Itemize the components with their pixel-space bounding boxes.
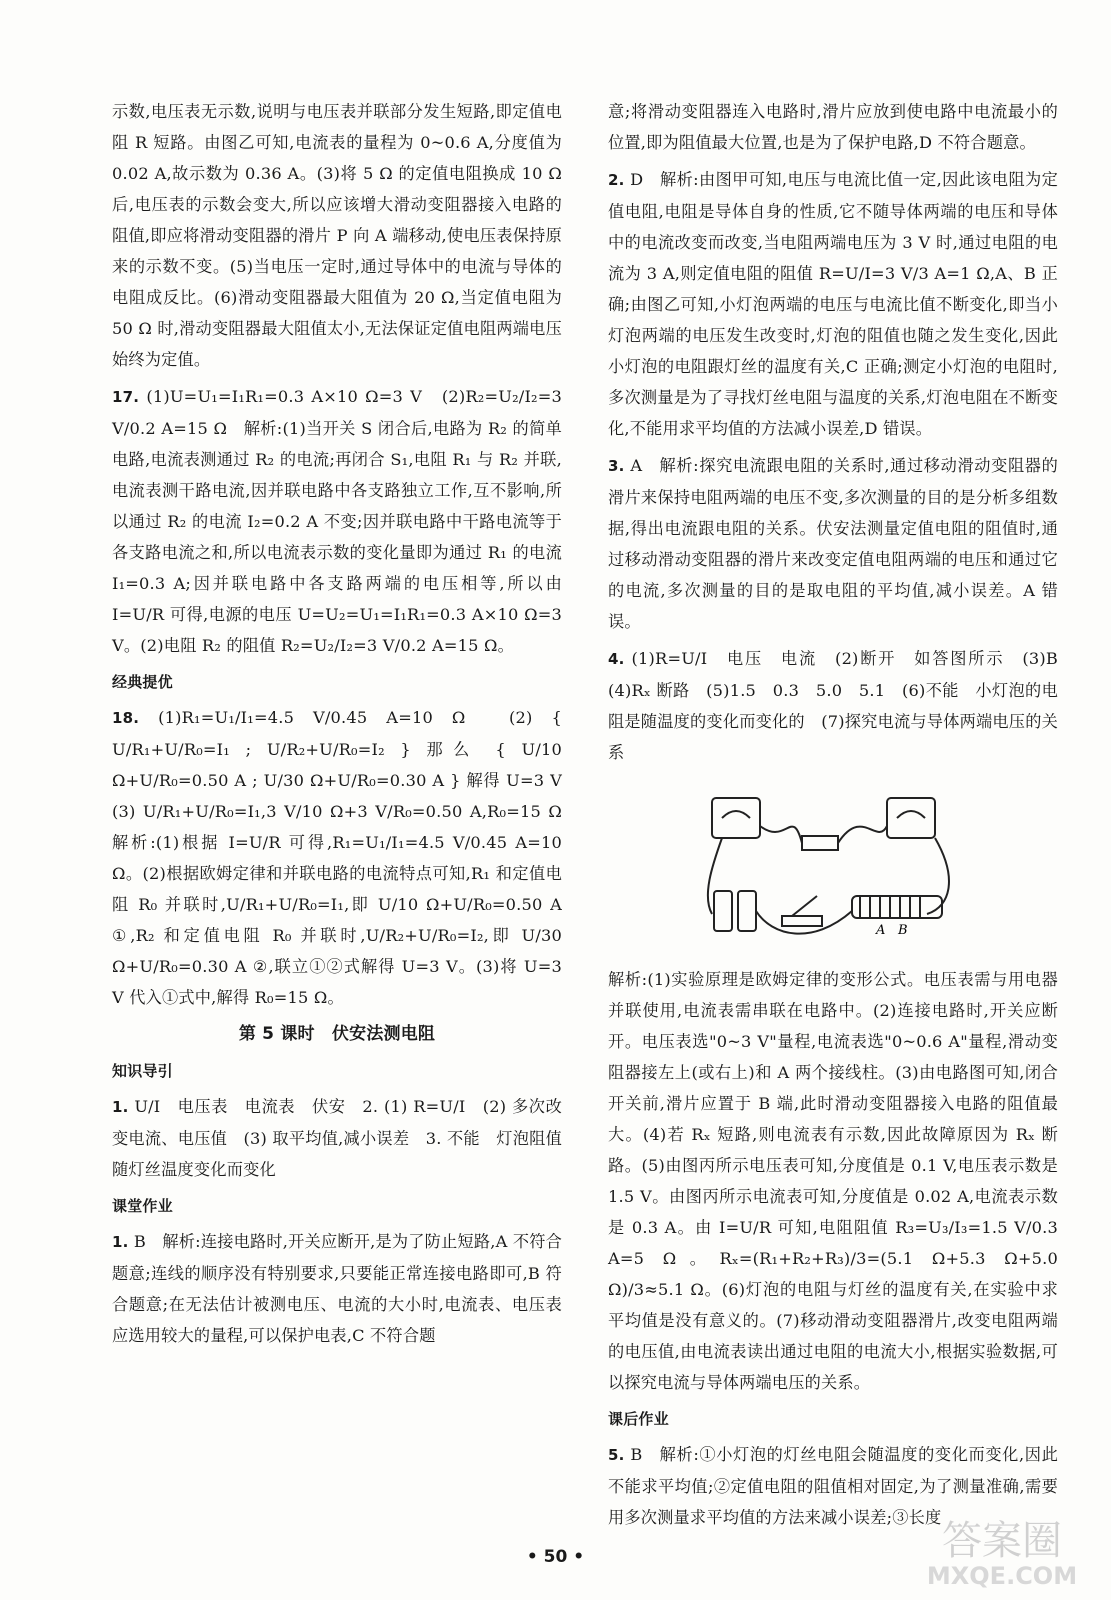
paragraph [112, 381, 562, 661]
section-title [112, 1019, 562, 1050]
battery-2 [738, 891, 756, 931]
paragraph [112, 1091, 562, 1185]
question-number: 2. [608, 171, 625, 189]
text: 经典提优 [112, 673, 173, 691]
paragraph [608, 96, 1058, 158]
paragraph [608, 164, 1058, 444]
label-a: A [876, 923, 886, 938]
voltmeter [712, 798, 760, 838]
rheostat [852, 896, 942, 918]
text: 意;将滑动变阻器连入电路时,滑片应放到使电路中电流最小的位置,即为阻值最大位置,也是为了保护电路,D 不符合题意。 [608, 102, 1058, 152]
question-number: 4. [608, 650, 625, 668]
question-number: 5. [608, 1446, 625, 1464]
text: 课后作业 [608, 1410, 669, 1428]
section-heading [112, 667, 562, 698]
section-heading [112, 1191, 562, 1222]
section-heading [112, 1056, 562, 1087]
paragraph [608, 450, 1058, 637]
question-number: 1. [112, 1233, 129, 1251]
watermark-logo [900, 1510, 1105, 1590]
question-number: 17. [112, 388, 140, 406]
text: 示数,电压表无示数,说明与电压表并联部分发生短路,即定值电阻 R 短路。由图乙可知,电流表的量程为 0~0.6 A,分度值为 0.02 A,故示数为 0.36 A。(3)将 5 Ω 的定值电阻换成 10 Ω 后,电压表的示数会变大,所以应该增大滑动变阻器接入电路的阻值,即应将滑动变阻器的滑片 P 向 A 端移动,使电压表保持原来的示数不变。(5)当电压一定时,通过导体中的电流与导体的电阻成反比。(6)滑动变阻器最大阻值为 20 Ω,当定值电阻为 50 Ω 时,滑动变阻器最大阻值太小,无法保证定值电阻两端电压始终为定值。 [112, 102, 562, 369]
text: 解析:(1)实验原理是欧姆定律的变形公式。电压表需与用电器并联使用,电流表需串联在电路中。(2)连接电路时,开关应断开。电压表选"0~3 V"量程,电流表选"0~0.6 A"量程,滑动变阻器接左上(或右上)和 A 两个接线柱。(3)由电路图可知,闭合开关前,滑片应置于 B 端,此时滑动变阻器接入电路的阻值最大。(4)若 Rₓ 短路,则电流表有示数,因此故障原因为 Rₓ 断路。(5)由图丙所示电压表可知,分度值是 0.1 V,电压表示数是 1.5 V。由图丙所示电流表可知,分度值是 0.02 A,电流表示数是 0.3 A。由 I=U/R 可知,电阻阻值 R₃=U₃/I₃=1.5 V/0.3 A=5 Ω。Rₓ=(R₁+R₂+R₃)/3=(5.1 Ω+5.3 Ω+5.0 Ω)/3≈5.1 Ω。(6)灯泡的电阻与灯丝的温度有关,在实验中求平均值是没有意义的。(7)移动滑动变阻器滑片,改变电阻两端的电压值,由电流表读出通过电阻的电流大小,根据实验数据,可以探究电流与导体两端电压的关系。 [608, 970, 1058, 1392]
text: B 解析:①小灯泡的灯丝电阻会随温度的变化而变化,因此不能求平均值;②定值电阻的阻值相对固定,为了测量准确,需要用多次测量求平均值的方法来减小误差;③长度 [608, 1445, 1058, 1527]
text: (1)R₁=U₁/I₁=4.5 V/0.45 A=10 Ω (2) { U/R₁+U/R₀=I₁ ; U/R₂+U/R₀=I₂ } 那么 { U/10 Ω+U/R₀=0.50 A ; U/30 Ω+U/R₀=0.30 A } 解得 U=3 V (3) U/R₁+U/R₀=I₁,3 V/10 Ω+3 V/R₀=0.50 A,R₀=15 Ω 解析:(1)根据 I=U/R 可得,R₁=U₁/I₁=4.5 V/0.45 A=10 Ω。(2)根据欧姆定律和并联电路的电流特点可知,R₁ 和定值电阻 R₀ 并联时,U/R₁+U/R₀=I₁,即 U/10 Ω+U/R₀=0.50 A ①,R₂ 和定值电阻 R₀ 并联时,U/R₂+U/R₀=I₂,即 U/30 Ω+U/R₀=0.30 A ②,联立①②式解得 U=3 V。(3)将 U=3 V 代入①式中,解得 R₀=15 Ω。 [112, 708, 579, 1007]
paragraph [112, 1226, 562, 1351]
circuit-figure [692, 786, 962, 946]
battery-1 [714, 891, 732, 931]
watermark-top: 答案圈 [942, 1518, 1062, 1564]
text: B 解析:连接电路时,开关应断开,是为了防止短路,A 不符合题意;连线的顺序没有特别要求,只要能正常连接电路即可,B 符合题意;在无法估计被测电压、电流的大小时,电流表、电压表应选用较大的量程,可以保护电表,C 不符合题 [112, 1232, 562, 1345]
text: (1)R=U/I 电压 电流 (2)断开 如答图所示 (3)B (4)Rₓ 断路 (5)1.5 0.3 5.0 5.1 (6)不能 小灯泡的电阻是随温度的变化而变化的 (7)探究电流与导体两端电压的关系 [608, 649, 1075, 762]
right-column [608, 96, 1075, 1539]
watermark-bottom: MXQE.COM [926, 1562, 1078, 1590]
question-number: 1. [112, 1098, 129, 1116]
text: D 解析:由图甲可知,电压与电流比值一定,因此该电阻为定值电阻,电阻是导体自身的性质,它不随导体两端的电压和导体中的电流改变而改变,当电阻两端电压为 3 V 时,通过电阻的电流为 3 A,则定值电阻的阻值 R=U/I=3 V/3 A=1 Ω,A、B 正确;由图乙可知,小灯泡两端的电压与电流比值不断变化,即当小灯泡两端的电压发生改变时,灯泡的阻值也随之发生变化,因此小灯泡的电阻跟灯丝的温度有关,C 正确;测定小灯泡的电阻时,多次测量是为了寻找灯丝电阻与温度的关系,灯泡电阻在不断变化,不能用求平均值的方法减小误差,D 错误。 [608, 170, 1058, 438]
text: 课堂作业 [112, 1197, 173, 1215]
resistor [802, 836, 838, 850]
left-column [112, 96, 579, 1357]
ammeter [887, 798, 935, 838]
paragraph [608, 643, 1075, 768]
label-b: B [898, 923, 908, 938]
text: 第 5 课时 伏安法测电阻 [238, 1024, 436, 1044]
paragraph [112, 702, 579, 1013]
switch [782, 916, 822, 926]
text: A 解析:探究电流跟电阻的关系时,通过移动滑动变阻器的滑片来保持电阻两端的电压不变,多次测量的目的是分析多组数据,得出电流跟电阻的关系。伏安法测量定值电阻的阻值时,通过移动滑动变阻器的滑片来改变定值电阻两端的电压和通过它的电流,多次测量的目的是取电阻的平均值,减小误差。A 错误。 [608, 456, 1058, 631]
text: (1)U=U₁=I₁R₁=0.3 A×10 Ω=3 V (2)R₂=U₂/I₂=3 V/0.2 A=15 Ω 解析:(1)当开关 S 闭合后,电路为 R₂ 的简单电路,电流表测通过 R₂ 的电流;再闭合 S₁,电阻 R₁ 与 R₂ 并联,电流表测干路电流,因并联电路中各支路独立工作,互不影响,所以通过 R₂ 的电流 I₂=0.2 A 不变;因并联电路中干路电流等于各支路电流之和,所以电流表示数的变化量即为通过 R₁ 的电流 I₁=0.3 A;因并联电路中各支路两端的电压相等,所以由 I=U/R 可得,电源的电压 U=U₂=U₁=I₁R₁=0.3 A×10 Ω=3 V。(2)电阻 R₂ 的阻值 R₂=U₂/I₂=3 V/0.2 A=15 Ω。 [112, 387, 562, 655]
text: U/I 电压表 电流表 伏安 2. (1) R=U/I (2) 多次改变电流、电压值 (3) 取平均值,减小误差 3. 不能 灯泡阻值随灯丝温度变化而变化 [112, 1097, 562, 1179]
page-number: • 50 • [526, 1547, 585, 1567]
paragraph [112, 96, 562, 375]
question-number: 3. [608, 457, 625, 475]
section-heading [608, 1404, 1058, 1435]
paragraph [608, 964, 1058, 1398]
text: 知识导引 [112, 1062, 173, 1080]
question-number: 18. [112, 709, 140, 727]
